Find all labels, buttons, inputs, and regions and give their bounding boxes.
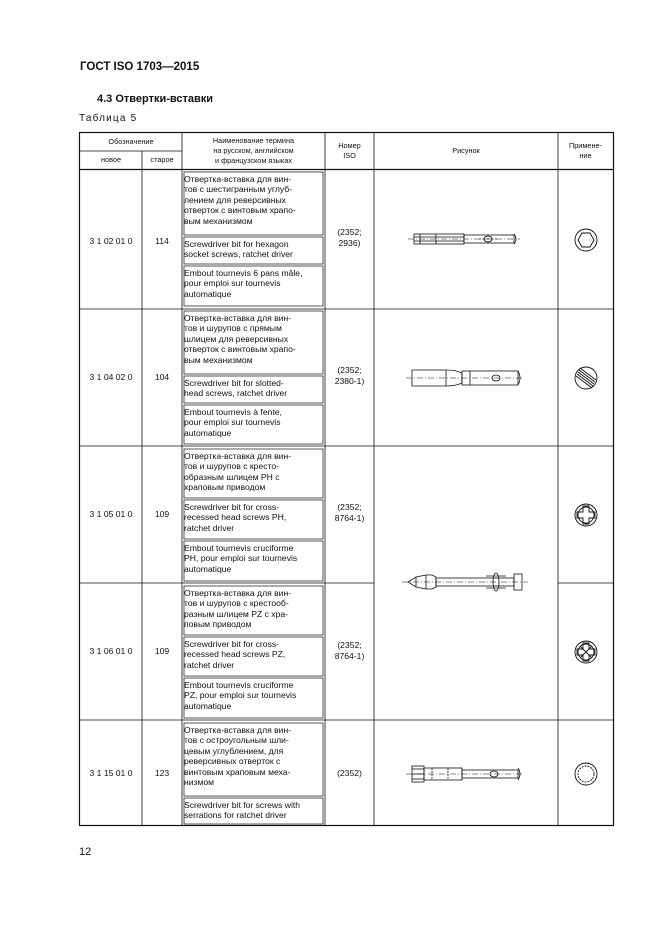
slotted-head-icon [575, 367, 597, 389]
row-iso: (2352; 8764-1) [334, 502, 365, 523]
row-iso: (2352; 2936) [337, 227, 362, 248]
term-fr: Embout tournevis 6 pans mâle, pour emploi sur tournevis automatique [184, 268, 303, 299]
col-old: старое [150, 155, 174, 164]
row-new-code: 3 1 05 01 0 [89, 509, 133, 519]
row-iso: (2352; 2380-1) [334, 365, 365, 386]
term-fr: Embout tournevis cruciforme PH, pour emploi sur tournevis automatique [184, 543, 298, 574]
term-en: Screwdriver bit for cross- recessed head screws PZ, ratchet driver [184, 639, 286, 670]
term-ru: Отвертка-вставка для вин- тов и шурупов с кресто- образным шлицем PH с храповым приводом [184, 451, 292, 493]
row-old-code: 114 [155, 236, 169, 246]
term-ru: Отвертка-вставка для вин- тов с шестигранным углуб- лением для реверсивных отверток с винтовым храпо- вым механизмом [184, 174, 296, 226]
phillips-head-icon [575, 504, 597, 526]
col-term: Наименование термина на русском, английском и французском языках [212, 136, 295, 165]
term-en: Screwdriver bit for screws with serrations for ratchet driver [184, 800, 301, 821]
row-old-code: 123 [154, 768, 170, 778]
col-figure: Рисунок [452, 146, 480, 155]
term-fr: Embout tournevis cruciforme PZ, pour emploi sur tournevis automatique [184, 680, 297, 711]
row-new-code: 3 1 06 01 0 [89, 646, 133, 656]
term-en: Screwdriver bit for cross- recessed head screws PH, ratchet driver [184, 502, 287, 533]
row-new-code: 3 1 04 02 0 [89, 372, 133, 382]
hexagon-socket-icon [575, 229, 597, 251]
serrated-socket-icon [575, 763, 597, 785]
term-ru: Отвертка-вставка для вин- тов с остроугольным шли- цевым углублением, для реверсивных отверток с винтовым храповым меха- низмом [184, 725, 292, 788]
term-ru: Отвертка-вставка для вин- тов и шурупов с прямым шлицем для реверсивных отверток с винтовым храпо- вым механизмом [184, 313, 296, 365]
row-iso: (2352; 8764-1) [334, 640, 365, 661]
col-iso: Номер ISO [338, 141, 361, 160]
pozidriv-head-icon [575, 641, 597, 663]
section-title: 4.3 Отвертки-вставки [97, 93, 214, 105]
row-old-code: 104 [154, 372, 170, 382]
page-number: 12 [79, 846, 92, 858]
row-old-code: 109 [154, 509, 170, 519]
col-new: новое [101, 155, 121, 164]
row-iso: (2352) [337, 768, 362, 778]
table-label: Таблица 5 [79, 113, 138, 124]
term-ru: Отвертка-вставка для вин- тов и шурупов с крестооб- разным шлицем PZ с хра- повым приводом [184, 588, 292, 630]
term-en: Screwdriver bit for hexagon socket screws, ratchet driver [184, 239, 293, 260]
document-header: ГОСТ ISO 1703—2015 [80, 61, 200, 73]
col-designation: Обозначение [108, 137, 154, 146]
row-new-code: 3 1 15 01 0 [89, 768, 133, 778]
term-en: Screwdriver bit for slotted- head screws, ratchet driver [184, 378, 288, 399]
row-old-code: 109 [154, 646, 170, 656]
col-application: Примене- ние [569, 141, 602, 160]
row-new-code: 3 1 02 01 0 [89, 236, 133, 246]
term-fr: Embout tournevis à fente, pour emploi sur tournevis automatique [184, 407, 282, 438]
